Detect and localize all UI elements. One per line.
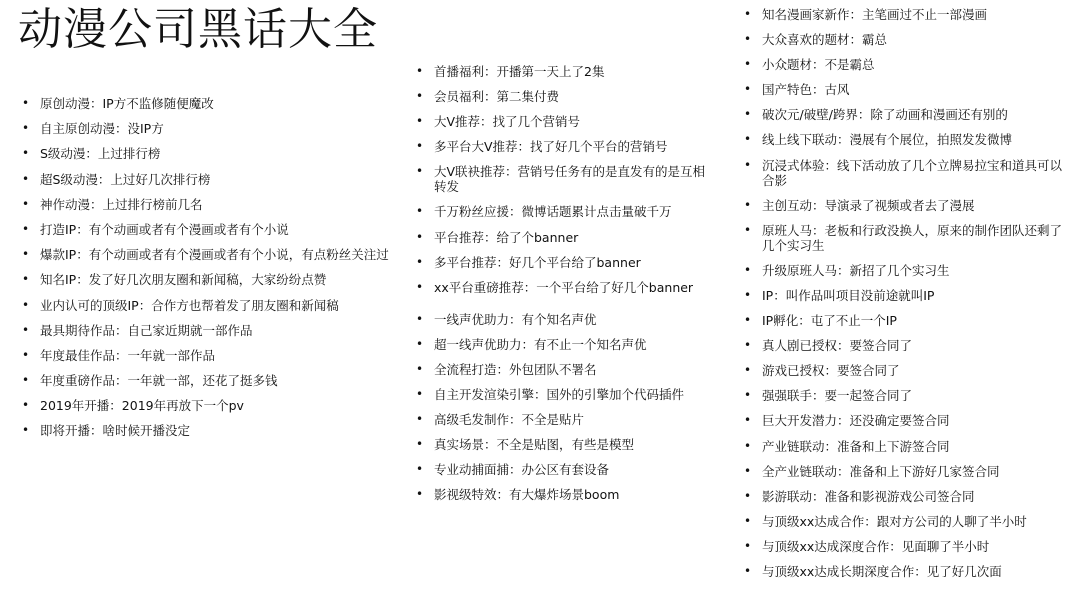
list-item: • 多平台推荐：好几个平台给了banner [414, 255, 714, 270]
list-item: • 原创动漫：IP方不监修随便魔改 [20, 96, 390, 111]
list-item: • 平台推荐：给了个banner [414, 230, 714, 245]
list-item: • 与顶级xx达成合作：跟对方公司的人聊了半小时 [742, 514, 1072, 529]
list-item: • 超一线声优助力：有不止一个知名声优 [414, 337, 714, 352]
jargon-list-column-1 [20, 96, 390, 449]
list-item: • 2019年开播：2019年再放下一个pv [20, 398, 390, 413]
list-item: • 千万粉丝应援：微博话题累计点击量破千万 [414, 204, 714, 219]
list-item: • 首播福利：开播第一天上了2集 [414, 64, 714, 79]
list-item: • 业内认可的顶级IP：合作方也帮着发了朋友圈和新闻稿 [20, 298, 390, 313]
list-item: • 年度重磅作品：一年就一部，还花了挺多钱 [20, 373, 390, 388]
list-item: • 小众题材：不是霸总 [742, 57, 1072, 72]
page-title: 动漫公司黑话大全 [18, 4, 378, 55]
list-item: • 影游联动：准备和影视游戏公司签合同 [742, 489, 1072, 504]
list-item: • 与顶级xx达成长期深度合作：见了好几次面 [742, 564, 1072, 579]
list-item: • 会员福利：第二集付费 [414, 89, 714, 104]
list-item: • 大V推荐：找了几个营销号 [414, 114, 714, 129]
list-item: • 真人剧已授权：要签合同了 [742, 338, 1072, 353]
list-item: • 与顶级xx达成深度合作：见面聊了半小时 [742, 539, 1072, 554]
list-item: • S级动漫：上过排行榜 [20, 146, 390, 161]
list-item: • 游戏已授权：要签合同了 [742, 363, 1072, 378]
list-item: • 全流程打造：外包团队不署名 [414, 362, 714, 377]
list-item: • 年度最佳作品：一年就一部作品 [20, 348, 390, 363]
jargon-list-column-3 [742, 7, 1072, 589]
list-item: • 主创互动：导演录了视频或者去了漫展 [742, 198, 1072, 213]
list-item: • xx平台重磅推荐：一个平台给了好几个banner [414, 280, 714, 295]
list-item: • 一线声优助力：有个知名声优 [414, 312, 714, 327]
jargon-list-column-2 [414, 64, 714, 513]
list-item: • 强强联手：要一起签合同了 [742, 388, 1072, 403]
list-item: • 大众喜欢的题材：霸总 [742, 32, 1072, 47]
list-item: • IP：叫作品叫项目没前途就叫IP [742, 288, 1072, 303]
list-item: • 全产业链联动：准备和上下游好几家签合同 [742, 464, 1072, 479]
list-item: • 神作动漫：上过排行榜前几名 [20, 197, 390, 212]
list-item: • 巨大开发潜力：还没确定要签合同 [742, 413, 1072, 428]
list-item: • 影视级特效：有大爆炸场景boom [414, 487, 714, 502]
list-item: • 线上线下联动：漫展有个展位，拍照发发微博 [742, 132, 1072, 147]
list-item: • 沉浸式体验：线下活动放了几个立牌易拉宝和道具可以合影 [742, 158, 1072, 188]
list-item: • 最具期待作品：自己家近期就一部作品 [20, 323, 390, 338]
list-item: • 升级原班人马：新招了几个实习生 [742, 263, 1072, 278]
list-item: • 即将开播：啥时候开播没定 [20, 423, 390, 438]
list-item: • 自主开发渲染引擎：国外的引擎加个代码插件 [414, 387, 714, 402]
list-item: • 大V联袂推荐：营销号任务有的是直发有的是互相转发 [414, 164, 714, 194]
list-item: • 知名IP：发了好几次朋友圈和新闻稿，大家纷纷点赞 [20, 272, 390, 287]
list-item: • 自主原创动漫：没IP方 [20, 121, 390, 136]
list-item: • 爆款IP：有个动画或者有个漫画或者有个小说，有点粉丝关注过 [20, 247, 390, 262]
list-item: • 国产特色：古风 [742, 82, 1072, 97]
list-item: • IP孵化：屯了不止一个IP [742, 313, 1072, 328]
list-item: • 超S级动漫：上过好几次排行榜 [20, 172, 390, 187]
list-item: • 破次元/破壁/跨界：除了动画和漫画还有别的 [742, 107, 1072, 122]
list-item: • 专业动捕面捕：办公区有套设备 [414, 462, 714, 477]
list-item: • 高级毛发制作：不全是贴片 [414, 412, 714, 427]
list-item: • 产业链联动：准备和上下游签合同 [742, 439, 1072, 454]
list-item: • 知名漫画家新作：主笔画过不止一部漫画 [742, 7, 1072, 22]
list-item: • 原班人马：老板和行政没换人，原来的制作团队还剩了几个实习生 [742, 223, 1072, 253]
list-item: • 多平台大V推荐：找了好几个平台的营销号 [414, 139, 714, 154]
list-item: • 打造IP：有个动画或者有个漫画或者有个小说 [20, 222, 390, 237]
list-item: • 真实场景：不全是贴图，有些是模型 [414, 437, 714, 452]
